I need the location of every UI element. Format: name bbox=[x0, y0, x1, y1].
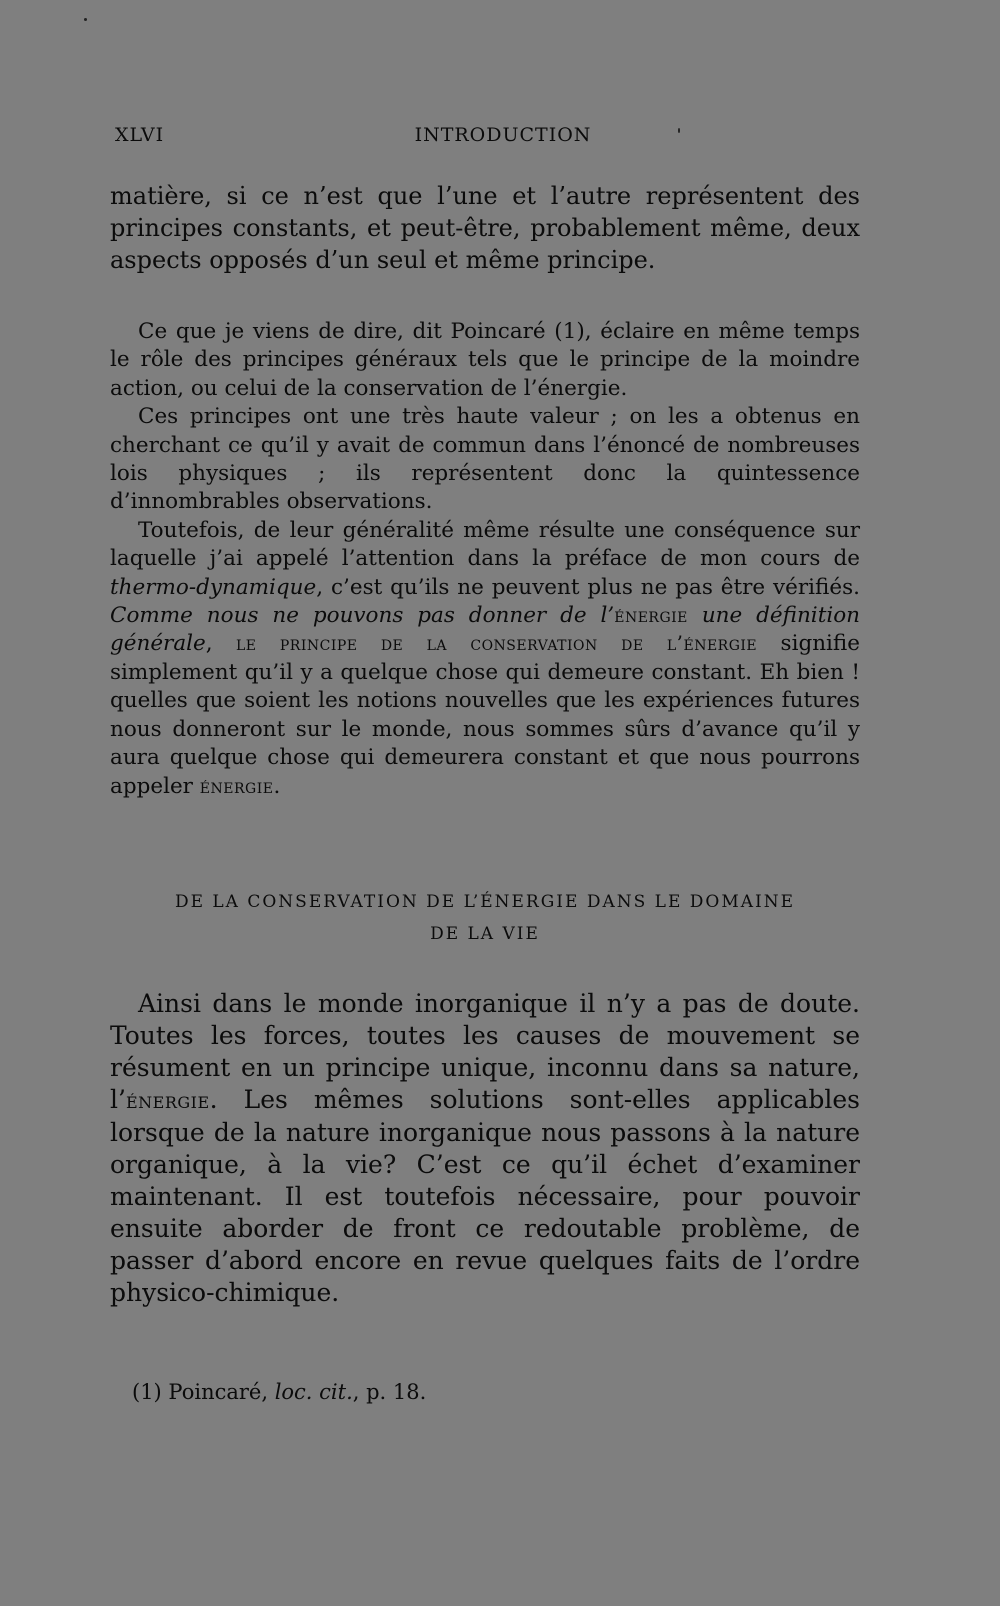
quotation-paragraph-2: Ces principes ont une très haute valeur ; on les a obtenus en cherchant ce qu’il y avait de commun dans l’énoncé de nombreuses lois physiques ; ils représentent donc la quintessence d’innombrables observations. bbox=[110, 404, 860, 515]
text-run: Ainsi dans le monde inorganique il n’y a pas de doute. Toutes les forces, toutes les causes de mouvement se résument en un principe unique, inconnu dans sa nature, l’ bbox=[110, 989, 860, 1114]
text-run: Toutefois, de leur généralité même résulte une conséquence sur laquelle j’ai appelé l’attention dans la préface de mon cours de bbox=[110, 517, 860, 572]
continuation-paragraph: matière, si ce n’est que l’une et l’autre représentent des principes constants, et peut-être, probablement même, deux aspects opposés d’un seul et même principe. bbox=[110, 182, 860, 274]
footnote bbox=[132, 1378, 426, 1406]
footnote-work: loc. cit. bbox=[274, 1380, 353, 1404]
small-caps-run: énergie bbox=[199, 774, 274, 798]
page-header bbox=[115, 124, 861, 154]
section-heading bbox=[110, 886, 860, 950]
italic-run: thermo-dynamique bbox=[110, 574, 317, 600]
small-caps-run: énergie bbox=[125, 1088, 210, 1114]
speck bbox=[84, 18, 87, 21]
section-heading-line-1: DE LA CONSERVATION DE L’ÉNERGIE DANS LE DOMAINE bbox=[174, 892, 796, 912]
text-run: . Les mêmes solutions sont-elles applicables lorsque de la nature inorganique nous passons à la nature organique, à la vie? C’est ce qu’il échet d’examiner maintenant. Il est toutefois nécessaire, pour pouvoir ensuite aborder de front ce redoutable problème, de passer d’abord encore en revue quelques faits de l’ordre physico-chimique. bbox=[110, 1085, 860, 1307]
small-caps-run: énergie bbox=[614, 604, 688, 628]
italic-run: Comme nous ne pouvons pas donner de l’ bbox=[110, 603, 615, 629]
quotation-paragraph-3 bbox=[110, 517, 860, 801]
section-heading-line-2: DE LA VIE bbox=[430, 924, 540, 944]
poincare-quotation bbox=[110, 318, 860, 801]
text-run: , bbox=[205, 631, 236, 657]
page-number: XLVI bbox=[115, 124, 165, 146]
footnote-author: Poincaré, bbox=[161, 1380, 275, 1404]
running-title: INTRODUCTION bbox=[414, 124, 592, 146]
small-caps-run: le principe de la conservation de l’énergie bbox=[236, 632, 758, 656]
text-run: , c’est qu’ils ne peuvent plus ne pas être vérifiés. bbox=[316, 574, 860, 600]
text-run: signifie simplement qu’il y a quelque chose qui demeure constant. Eh bien ! quelles que soient les notions nouvelles que les expériences futures nous donneront sur le monde, nous sommes sûrs d’avance qu’il y aura quelque chose qui demeurera constant et que nous pourrons appeler bbox=[110, 631, 860, 799]
quotation-paragraph-1: Ce que je viens de dire, dit Poincaré (1), éclaire en même temps le rôle des principes généraux tels que le principe de la moindre action, ou celui de la conservation de l’énergie. bbox=[110, 319, 860, 401]
text-run: . bbox=[273, 773, 281, 799]
italic-run: une définition générale bbox=[110, 603, 860, 657]
footnote-marker: (1) bbox=[132, 1380, 162, 1404]
footnote-page: , p. 18. bbox=[352, 1380, 427, 1404]
final-paragraph bbox=[110, 988, 860, 1309]
